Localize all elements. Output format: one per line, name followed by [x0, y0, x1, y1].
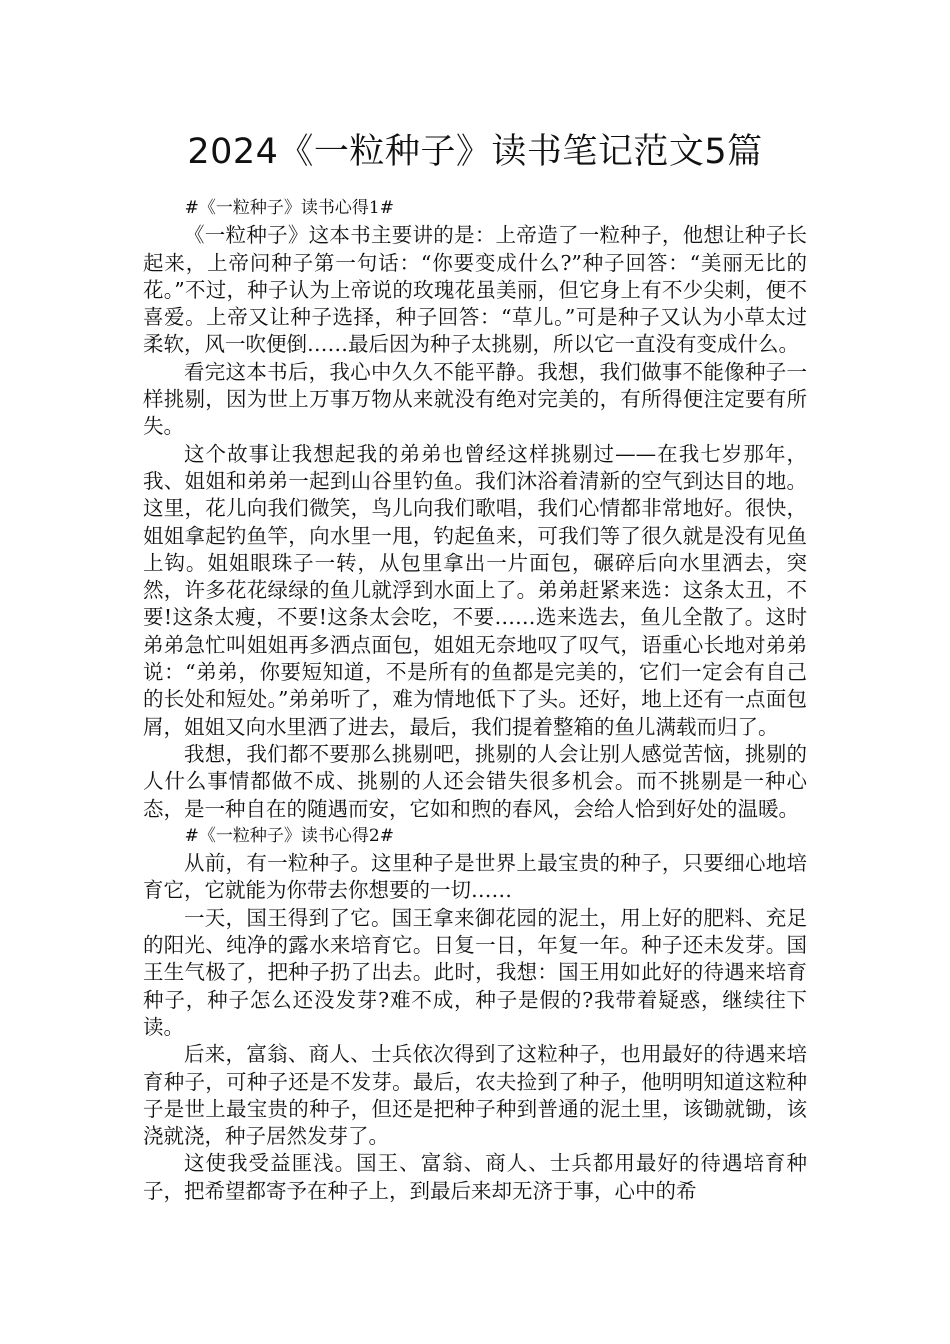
document-title: 2024《一粒种子》读书笔记范文5篇 — [187, 132, 763, 172]
document-page — [143, 0, 807, 1205]
paragraph: 这使我受益匪浅。国王、富翁、商人、士兵都用最好的待遇培育种子，把希望都寄予在种子上，到最后来却无济于事，心中的希 — [143, 1151, 807, 1203]
paragraph: 后来，富翁、商人、士兵依次得到了这粒种子，也用最好的待遇来培育种子，可种子还是不发芽。最后，农夫捡到了种子，他明明知道这粒种子是世上最宝贵的种子，但还是把种子种到普通的泥土里，该锄就锄，该浇就浇，种子居然发芽了。 — [143, 1042, 807, 1149]
paragraph: 我想，我们都不要那么挑剔吧，挑剔的人会让别人感觉苦恼，挑剔的人什么事情都做不成、挑剔的人还会错失很多机会。而不挑剔是一种心态，是一种自在的随遇而安，它如和煦的春风，会给人恰到好处的温暖。 — [143, 741, 807, 821]
section-heading-2: #《一粒种子》读书心得2# — [184, 825, 394, 846]
section-heading-1: #《一粒种子》读书心得1# — [184, 198, 394, 218]
paragraph: 一天，国王得到了它。国王拿来御花园的泥土，用上好的肥料、充足的阳光、纯净的露水来培育它。日复一日，年复一年。种子还未发芽。国王生气极了，把种子扔了出去。此时，我想：国王用如此好的待遇来培育种子，种子怎么还没发芽?难不成，种子是假的?我带着疑惑，继续往下读。 — [143, 905, 807, 1039]
paragraph: 《一粒种子》这本书主要讲的是：上帝造了一粒种子，他想让种子长起来，上帝问种子第一句话：“你要变成什么?”种子回答：“美丽无比的花。”不过，种子认为上帝说的玫瑰花虽美丽，但它身上有不少尖刺，便不喜爱。上帝又让种子选择，种子回答：“草儿。”可是种子又认为小草太过柔软，风一吹便倒……最后因为种子太挑剔，所以它一直没有变成什么。 — [143, 223, 807, 357]
paragraph: 看完这本书后，我心中久久不能平静。我想，我们做事不能像种子一样挑剔，因为世上万事万物从来就没有绝对完美的，有所得便注定要有所失。 — [143, 359, 807, 439]
paragraph: 从前，有一粒种子。这里种子是世界上最宝贵的种子，只要细心地培育它，它就能为你带去你想要的一切…… — [143, 851, 807, 903]
document-body — [143, 195, 807, 1205]
paragraph: 这个故事让我想起我的弟弟也曾经这样挑剔过——在我七岁那年，我、姐姐和弟弟一起到山谷里钓鱼。我们沐浴着清新的空气到达目的地。这里，花儿向我们微笑，鸟儿向我们歌唱，我们心情都非常地好。很快，姐姐拿起钓鱼竿，向水里一甩，钓起鱼来，可我们等了很久就是没有见鱼上钩。姐姐眼珠子一转，从包里拿出一片面包，碾碎后向水里洒去，突然，许多花花绿绿的鱼儿就浮到水面上了。弟弟赶紧来选：这条太丑，不要!这条太瘦，不要!这条太会吃，不要……选来选去，鱼儿全散了。这时弟弟急忙叫姐姐再多洒点面包，姐姐无奈地叹了叹气，语重心长地对弟弟说：“弟弟，你要短知道，不是所有的鱼都是完美的，它们一定会有自己的长处和短处。”弟弟听了，难为情地低下了头。还好，地上还有一点面包屑，姐姐又向水里洒了进去，最后，我们提着整箱的鱼儿满载而归了。 — [143, 441, 807, 739]
